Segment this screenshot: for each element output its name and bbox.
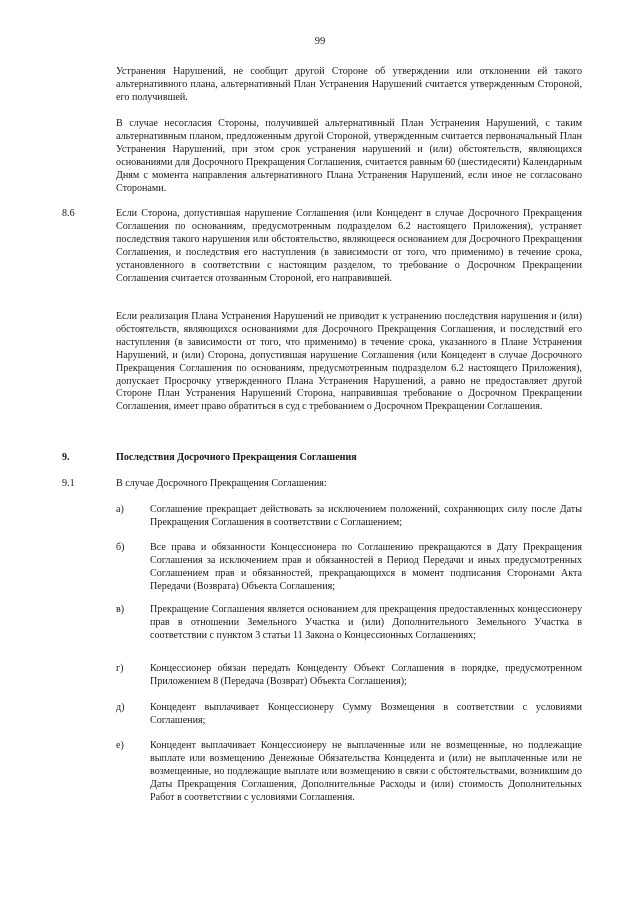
clause-number: 9.1 (62, 478, 75, 489)
list-item-label: б) (116, 542, 125, 553)
clause-paragraph: Если Сторона, допустившая нарушение Соглашения (или Концедент в случае Досрочного Прекращения Соглашения по основаниям, предусмотренным подразделом 6.2 настоящего Приложения), устраняет последствия такого нарушения или обстоятельство, являющееся основанием для Досрочного Прекращения Соглашения, и последствия его наступления (в зависимости от того, что применимо) в течение срока, установленного в соответствии с настоящим разделом, то требование о Досрочном Прекращении Соглашения считается отозванным Стороной, его направившей. (116, 208, 582, 284)
section-number: 9. (62, 452, 70, 463)
list-item-text: Концедент выплачивает Концессионеру не выплаченные или не возмещенные, но подлежащие выплате или возмещению Денежные Обязательства Концедента и (или) не выплаченные или не возмещенные, но подлежащие выплате или возмещению в связи с обстоятельствами, возникшим до Даты Прекращения Соглашения, Дополнительные Расходы и (или) стоимость Дополнительных Работ в соответствии с условиями Соглашения. (150, 740, 582, 803)
list-item-label: г) (116, 663, 124, 674)
list-item-text: Все права и обязанности Концессионера по Соглашению прекращаются в Дату Прекращения Соглашения за исключением прав и обязанностей в Период Передачи и иных предусмотренных Соглашением прав и обязанностей, прекращающихся в момент подписания Сторонами Акта Передачи (Возврата) Объекта Соглашения; (150, 542, 582, 592)
continuation-paragraph: В случае несогласия Стороны, получившей альтернативный План Устранения Нарушений, с таким альтернативным планом, предложенным другой Стороной, утвержденным считается первоначальный План Устранения Нарушений, при этом срок устранения нарушений и (или) обстоятельств, являющихся основаниями для Досрочного Прекращения Соглашения, считается равным 60 (шестидесяти) Календарным Дням с момента направления альтернативного Плана Устранения Нарушений, если иное не согласовано Сторонами. (116, 118, 582, 194)
list-item-text: Прекращение Соглашения является основанием для прекращения предоставленных концессионеру прав в отношении Земельного Участка и (или) Дополнительного Земельного Участка в соответствии с пунктом 3 статьи 11 Закона о Концессионных Соглашениях; (150, 604, 582, 641)
list-item-label: е) (116, 740, 124, 751)
list-item-text: Соглашение прекращает действовать за исключением положений, сохраняющих силу после Даты Прекращения Соглашения в соответствии с Соглашением; (150, 504, 582, 528)
clause-number: 8.6 (62, 208, 75, 219)
section-title: Последствия Досрочного Прекращения Соглашения (116, 452, 357, 463)
clause-intro: В случае Досрочного Прекращения Соглашения: (116, 478, 327, 489)
list-item-label: д) (116, 702, 125, 713)
clause-paragraph: Если реализация Плана Устранения Нарушений не приводит к устранению последствия нарушения и (или) обстоятельств, являющихся основаниями для Досрочного Прекращения Соглашения, и последствий его наступления (в зависимости от того, что применимо) в течение срока, указанного в Плане Устранения Нарушений, и (или) Сторона, допустившая нарушение Соглашения (или Концедент в случае Досрочного Прекращения Соглашения по основаниям, предусмотренным подразделом 6.2 настоящего Приложения), допускает Просрочку утвержденного Плана Устранения Нарушений, а равно не предоставляет другой Стороне План Устранения Нарушений Сторона, направившая требование о Досрочном Прекращении Соглашения, имеет право обратиться в суд с требованием о Досрочном Прекращении Соглашения. (116, 311, 582, 413)
page-number: 99 (314, 36, 326, 47)
list-item-label: в) (116, 604, 125, 615)
list-item-text: Концедент выплачивает Концессионеру Сумму Возмещения в соответствии с условиями Соглашения; (150, 702, 582, 726)
list-item-label: а) (116, 504, 124, 515)
continuation-paragraph: Устранения Нарушений, не сообщит другой Стороне об утверждении или отклонении ей такого альтернативного плана, альтернативный План Устранения Нарушений считается утвержденным Стороной, его получившей. (116, 66, 582, 103)
list-item-text: Концессионер обязан передать Концеденту Объект Соглашения в порядке, предусмотренном Приложением 8 (Передача (Возврат) Объекта Соглашения); (150, 663, 582, 687)
